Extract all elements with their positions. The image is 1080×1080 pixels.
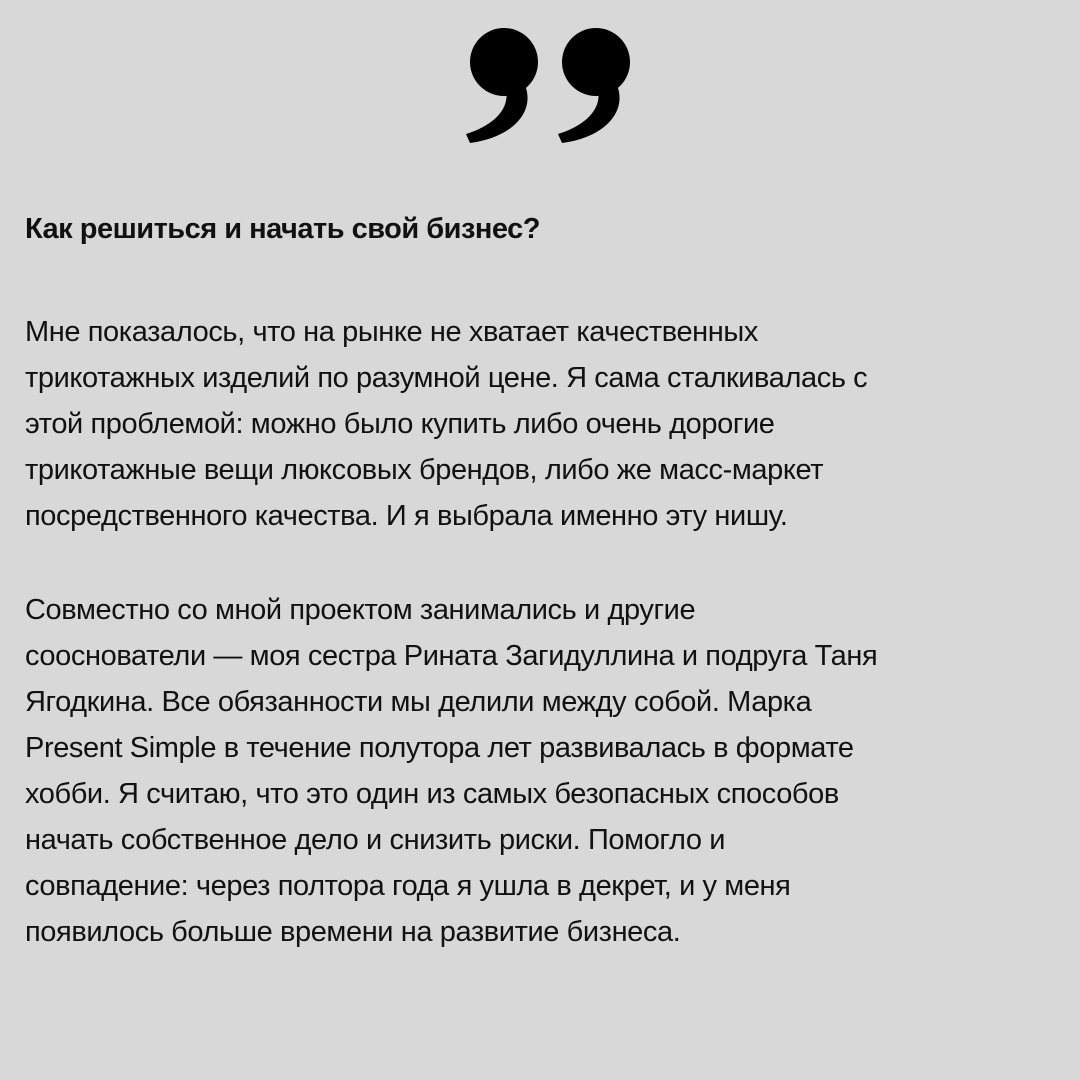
paragraph-line: совпадение: через полтора года я ушла в декрет, и у меня <box>25 870 791 902</box>
paragraph-line: этой проблемой: можно было купить либо очень дорогие <box>25 408 775 440</box>
paragraph-line: появилось больше времени на развитие бизнеса. <box>25 916 681 948</box>
paragraph-2 <box>25 587 1065 955</box>
paragraph-line: Совместно со мной проектом занимались и другие <box>25 594 696 626</box>
paragraph-line: трикотажных изделий по разумной цене. Я сама сталкивалась с <box>25 362 868 394</box>
article-heading: Как решиться и начать свой бизнес? <box>25 213 541 245</box>
paragraph-line: посредственного качества. И я выбрала именно эту нишу. <box>25 500 788 532</box>
paragraph-line: Мне показалось, что на рынке не хватает качественных <box>25 316 758 348</box>
paragraph-line: начать собственное дело и снизить риски. Помогло и <box>25 824 726 856</box>
paragraph-line: трикотажные вещи люксовых брендов, либо же масс-маркет <box>25 454 824 486</box>
paragraph-line: хобби. Я считаю, что это один из самых безопасных способов <box>25 778 839 810</box>
article-content <box>25 205 1065 955</box>
paragraph-1 <box>25 309 1065 539</box>
closing-quote-icon <box>462 16 646 148</box>
paragraph-line: Present Simple в течение полутора лет развивалась в формате <box>25 732 854 764</box>
paragraph-line: Ягодкина. Все обязанности мы делили между собой. Марка <box>25 686 812 718</box>
paragraph-line: сооснователи — моя сестра Рината Загидуллина и подруга Таня <box>25 640 878 672</box>
